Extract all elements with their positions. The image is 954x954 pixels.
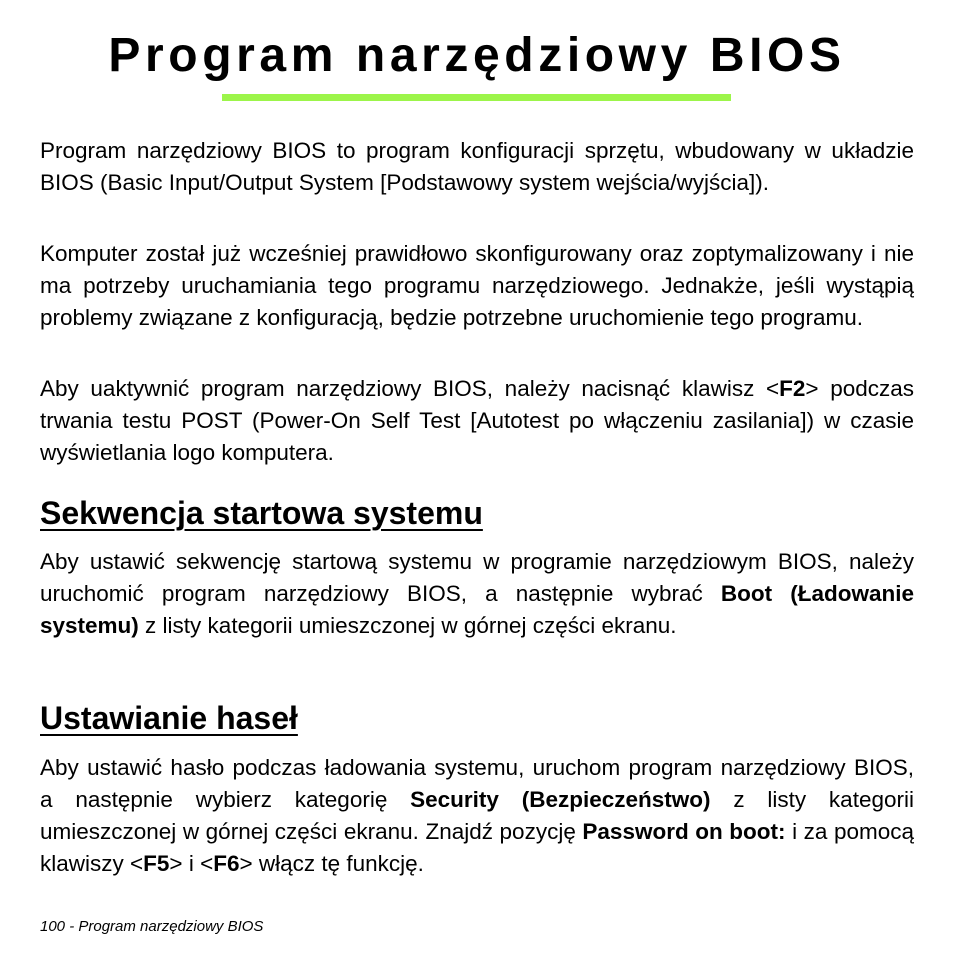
boot-text-after: z listy kategorii umieszczonej w górnej części ekranu.	[138, 613, 677, 638]
boot-menu-name: Boot (Ładowanie systemu)	[40, 581, 914, 638]
pw-text-1: Aby ustawić hasło podczas ładowania systemu, uruchom program narzędziowy BIOS, a następnie wybierz kategorię	[40, 755, 914, 812]
pw-text-3: i za pomocą klawiszy <	[40, 819, 915, 876]
security-menu-name: Security (Bezpieczeństwo)	[410, 787, 711, 812]
intro-paragraph-1: Program narzędziowy BIOS to program konfiguracji sprzętu, wbudowany w układzie BIOS (Basic Input/Output System [Podstawowy system wejścia/wyjścia]).	[40, 138, 914, 195]
passwords-paragraph	[40, 752, 914, 880]
intro-p3-text-before: Aby uaktywnić program narzędziowy BIOS, należy nacisnąć klawisz <	[40, 376, 780, 401]
password-on-boot-item: Password on boot:	[582, 819, 786, 844]
pw-text-2: z listy kategorii umieszczonej w górnej części ekranu. Znajdź pozycję	[40, 787, 914, 844]
title-underline-bar	[222, 94, 731, 101]
pw-text-4: > i <	[169, 851, 214, 876]
pw-text-5: > włącz tę funkcję.	[239, 851, 424, 876]
intro-paragraph-3	[40, 373, 914, 469]
key-f5: F5	[143, 851, 170, 876]
page-footer: 100 - Program narzędziowy BIOS	[40, 918, 264, 935]
intro-paragraph-2: Komputer został już wcześniej prawidłowo skonfigurowany oraz zoptymalizowany i nie ma potrzeby uruchamiania tego programu narzędziowego. Jednakże, jeśli wystąpią problemy związane z konfiguracją, będzie potrzebne uruchomienie tego programu.	[40, 241, 914, 330]
page-title: Program narzędziowy BIOS	[108, 29, 846, 82]
intro-p3-text-after: > podczas trwania testu POST (Power-On Self Test [Autotest po włączeniu zasilania]) w czasie wyświetlania logo komputera.	[40, 376, 915, 465]
section-heading-boot-sequence: Sekwencja startowa systemu	[40, 495, 483, 531]
boot-text-before: Aby ustawić sekwencję startową systemu w programie narzędziowym BIOS, należy uruchomić program narzędziowy BIOS, a następnie wybrać	[40, 549, 914, 606]
boot-sequence-paragraph	[40, 546, 914, 642]
key-f6: F6	[213, 851, 240, 876]
key-f2: F2	[779, 376, 806, 401]
section-heading-passwords: Ustawianie haseł	[40, 700, 298, 736]
